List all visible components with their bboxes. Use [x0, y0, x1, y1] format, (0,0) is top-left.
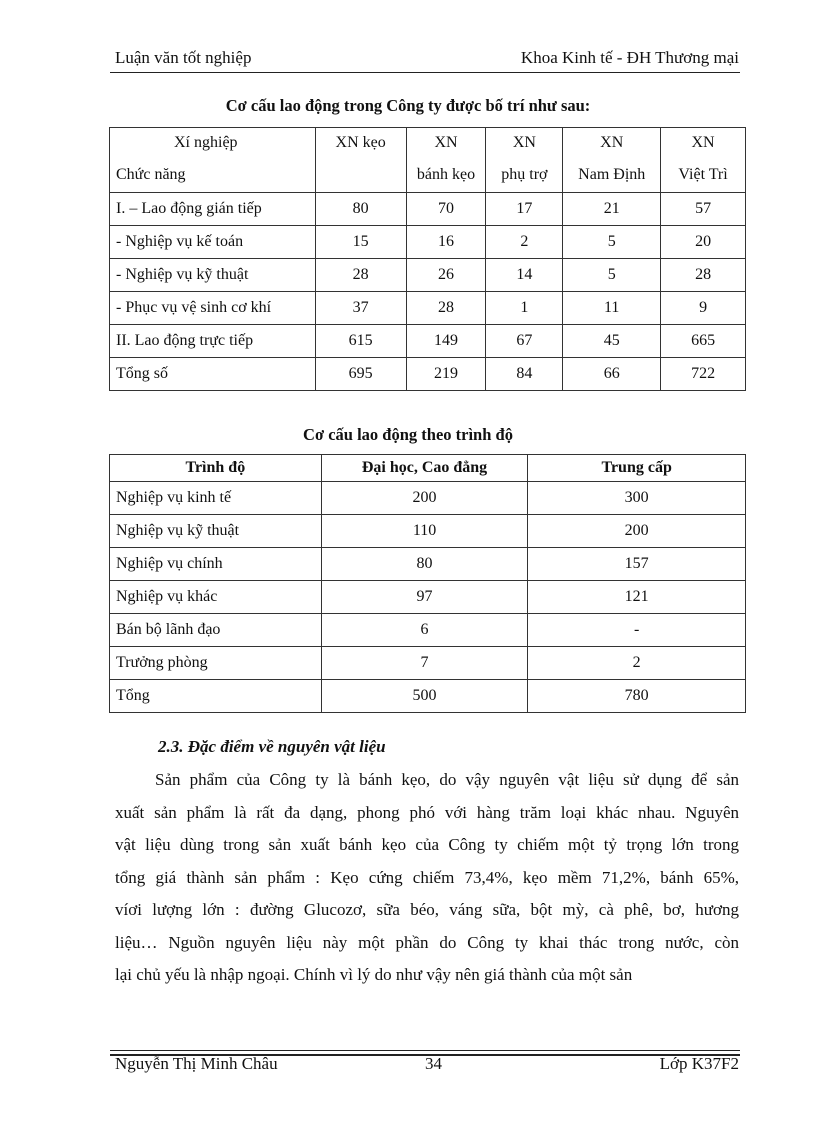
header-rule [110, 72, 740, 73]
cell-value: 20 [661, 226, 746, 259]
paragraph-line: Sản phẩm của Công ty là bánh kẹo, do vậy nguyên vật liệu sử dụng để sản [155, 770, 739, 789]
table1-corner-cell [110, 128, 316, 193]
corner-bottom-label: Chức năng [116, 166, 186, 183]
cell-value: 300 [528, 482, 746, 515]
row-label: - Phục vụ vệ sinh cơ khí [110, 292, 316, 325]
page-number: 34 [425, 1054, 442, 1073]
cell-value: 57 [661, 193, 746, 226]
cell-value: 67 [486, 325, 563, 358]
cell-value: 7 [321, 647, 528, 680]
row-label: Tổng [110, 680, 322, 713]
column-header: Đại học, Cao đẳng [321, 455, 528, 482]
cell-value: 219 [406, 358, 486, 391]
cell-value: 11 [563, 292, 661, 325]
table1-col-header: XN Nam Định [563, 128, 661, 193]
row-label: - Nghiệp vụ kỹ thuật [110, 259, 316, 292]
table1-col-header: XN phụ trợ [486, 128, 563, 193]
cell-value: 14 [486, 259, 563, 292]
paragraph-line: tổng giá thành sản phẩm : Kẹo cứng chiếm 73,4%, kẹo mềm 71,2%, bánh 65%, [115, 867, 739, 887]
cell-value: 695 [315, 358, 406, 391]
cell-value: 17 [486, 193, 563, 226]
education-level-table [109, 454, 746, 713]
cell-value: 6 [321, 614, 528, 647]
row-label: - Nghiệp vụ kế toán [110, 226, 316, 259]
row-label: Nghiệp vụ kinh tế [110, 482, 322, 515]
cell-value: 615 [315, 325, 406, 358]
paragraph-line: liệu… Nguồn nguyên liệu này một phần do Công ty khai thác trong nước, còn [115, 932, 739, 952]
corner-top-label: Xí nghiệp [174, 134, 238, 151]
paragraph-line: xuất sản phẩm là rất đa dạng, phong phó với hàng trăm loại khác nhau. Nguyên [115, 802, 739, 822]
cell-value: 2 [486, 226, 563, 259]
table-row [110, 325, 746, 358]
cell-value: 1 [486, 292, 563, 325]
footer-rule-thin [110, 1050, 740, 1051]
cell-value: 722 [661, 358, 746, 391]
table1-header-row [110, 128, 746, 193]
table1-col-header: XN Việt Trì [661, 128, 746, 193]
footer-class: Lớp K37F2 [659, 1054, 739, 1073]
table-row [110, 193, 746, 226]
cell-value: 37 [315, 292, 406, 325]
cell-value: 780 [528, 680, 746, 713]
footer-author: Nguyễn Thị Minh Châu [115, 1054, 278, 1073]
body-paragraph [115, 764, 739, 992]
cell-value: 110 [321, 515, 528, 548]
table-row [110, 226, 746, 259]
labor-structure-table [109, 127, 746, 391]
row-label: I. – Lao động gián tiếp [110, 193, 316, 226]
row-label: Nghiệp vụ kỹ thuật [110, 515, 322, 548]
row-label: II. Lao động trực tiếp [110, 325, 316, 358]
cell-value: 45 [563, 325, 661, 358]
paragraph-line: víơi lượng lớn : đường Glucozơ, sữa béo, váng sữa, bột mỳ, cà phê, bơ, hương [115, 900, 739, 919]
table1-title: Cơ cấu lao động trong Công ty được bố trí như sau: [225, 96, 591, 115]
cell-value: 5 [563, 226, 661, 259]
row-label: Bán bộ lãnh đạo [110, 614, 322, 647]
cell-value: 9 [661, 292, 746, 325]
table-row [110, 647, 746, 680]
column-header: Trung cấp [528, 455, 746, 482]
cell-value: 66 [563, 358, 661, 391]
cell-value: 500 [321, 680, 528, 713]
cell-value: 16 [406, 226, 486, 259]
column-header: Trình độ [110, 455, 322, 482]
cell-value: 97 [321, 581, 528, 614]
cell-value: 28 [661, 259, 746, 292]
cell-value: 121 [528, 581, 746, 614]
cell-value: 26 [406, 259, 486, 292]
table-row [110, 614, 746, 647]
paragraph-line: lại chủ yếu là nhập ngoại. Chính vì lý do như vậy nên giá thành của một sản [115, 965, 633, 984]
cell-value: 200 [528, 515, 746, 548]
cell-value: 157 [528, 548, 746, 581]
cell-value: 2 [528, 647, 746, 680]
cell-value: 200 [321, 482, 528, 515]
cell-value: 28 [406, 292, 486, 325]
table2-header-row [110, 455, 746, 482]
cell-value: 80 [315, 193, 406, 226]
cell-value: 84 [486, 358, 563, 391]
row-label: Trưởng phòng [110, 647, 322, 680]
cell-value: - [528, 614, 746, 647]
table-row [110, 482, 746, 515]
table-row [110, 515, 746, 548]
table-row [110, 581, 746, 614]
table-row [110, 292, 746, 325]
paragraph-line: vật liệu dùng trong sản xuất bánh kẹo của Công ty chiếm một tỷ trọng lớn trong [115, 835, 739, 854]
cell-value: 665 [661, 325, 746, 358]
table2-title: Cơ cấu lao động theo trình độ [303, 425, 513, 444]
row-label: Tổng số [110, 358, 316, 391]
header-left: Luận văn tốt nghiệp [115, 48, 252, 67]
table-row [110, 548, 746, 581]
row-label: Nghiệp vụ khác [110, 581, 322, 614]
cell-value: 15 [315, 226, 406, 259]
cell-value: 28 [315, 259, 406, 292]
table-row [110, 358, 746, 391]
table-row [110, 680, 746, 713]
page-header [115, 48, 739, 72]
table1-col-header: XN kẹo [315, 128, 406, 193]
cell-value: 80 [321, 548, 528, 581]
cell-value: 21 [563, 193, 661, 226]
table1-col-header: XN bánh kẹo [406, 128, 486, 193]
cell-value: 149 [406, 325, 486, 358]
header-right: Khoa Kinh tế - ĐH Thương mại [520, 48, 739, 67]
cell-value: 70 [406, 193, 486, 226]
table-row [110, 259, 746, 292]
cell-value: 5 [563, 259, 661, 292]
row-label: Nghiệp vụ chính [110, 548, 322, 581]
section-heading: 2.3. Đặc điểm về nguyên vật liệu [158, 737, 386, 756]
